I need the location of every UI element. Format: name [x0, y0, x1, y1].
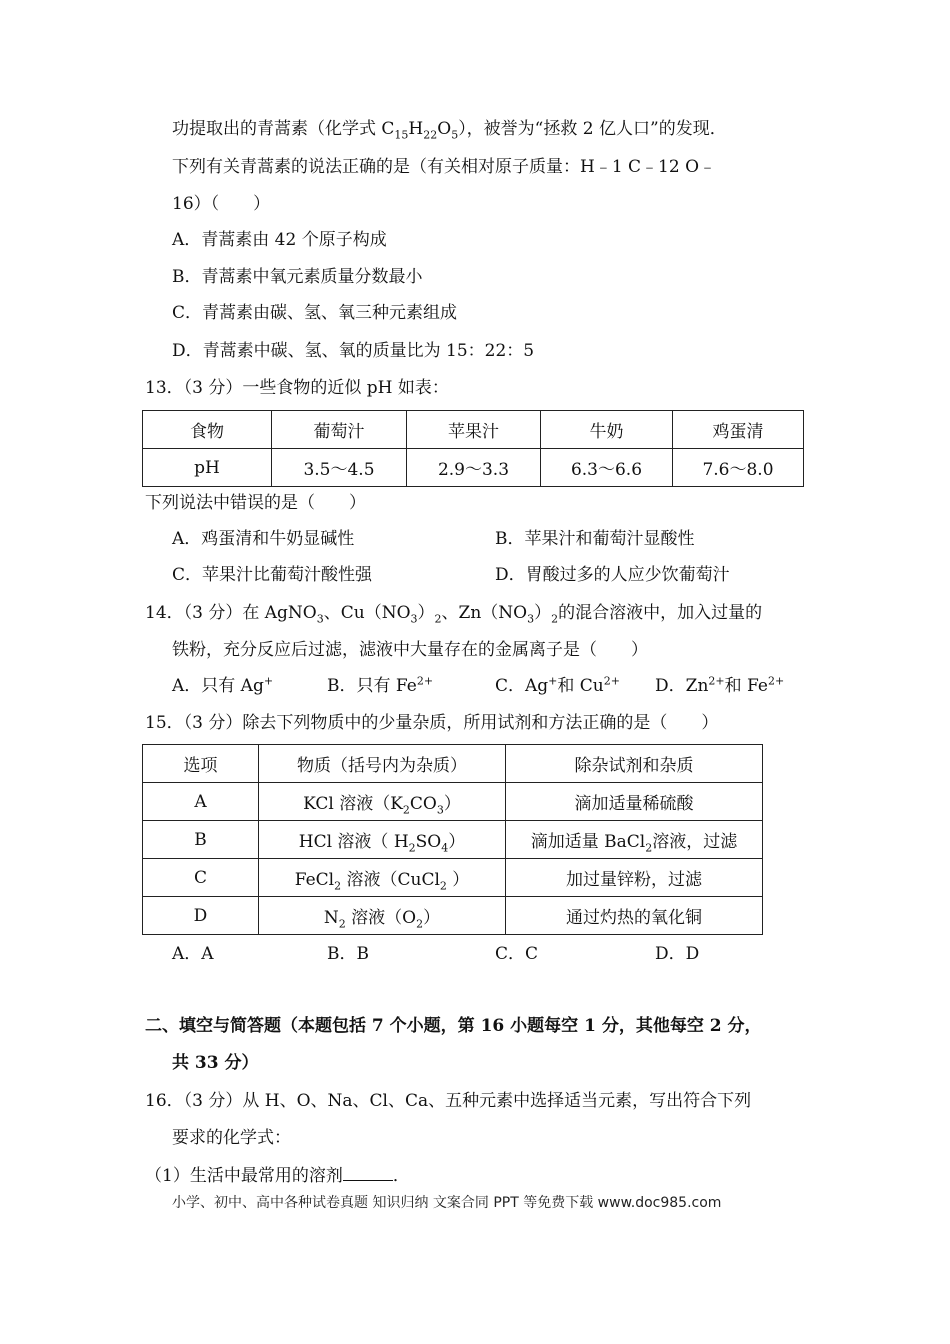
table-cell: 3.5～4.5 — [272, 449, 407, 487]
table-header-row — [143, 411, 804, 449]
page-footer: 小学、初中、高中各种试卷真题 知识归纳 文案合同 PPT 等免费下载 www.doc985.com — [172, 1195, 722, 1211]
table-row — [143, 783, 763, 821]
table-cell: 滴加适量 BaCl$_2$溶液，过滤 — [506, 821, 763, 859]
table-header-cell: 鸡蛋清 — [673, 411, 804, 449]
table-cell: KCl 溶液$(K_2CO_3)$ — [259, 783, 506, 821]
table-header-cell: 物质（括号内为杂质） — [259, 745, 506, 783]
q13-stem: 13．（3 分）一些食物的近似 pH 如表： — [145, 378, 449, 398]
table-cell: FeCl$_2$ 溶液（CuCl$_2$ ） — [259, 859, 506, 897]
q12-option-c: C．青蒿素由碳、氢、氧三种元素组成 — [172, 303, 458, 323]
table-row — [143, 449, 804, 487]
q13-option-a: A．鸡蛋清和牛奶显碱性 — [172, 529, 355, 549]
table-header-cell: 苹果汁 — [407, 411, 541, 449]
table-cell: 2.9～3.3 — [407, 449, 541, 487]
q13-option-c: C．苹果汁比葡萄汁酸性强 — [172, 565, 373, 585]
section-heading-cont: 共 33 分） — [172, 1053, 259, 1073]
q12-line3: 16）（ ） — [172, 194, 271, 214]
table-row — [143, 859, 763, 897]
table-cell: 6.3～6.6 — [541, 449, 673, 487]
table-cell: 通过灼热的氧化铜 — [506, 897, 763, 935]
section-heading: 二、填空与简答题（本题包括 7 个小题，第 16 小题每空 1 分，其他每空 2 分， — [145, 1016, 762, 1036]
table-cell: pH — [143, 449, 272, 487]
q14-option-d: D．$Zn^{2+}$和 $Fe^{2+}$ — [655, 674, 785, 696]
answer-blank[interactable] — [343, 1164, 393, 1181]
q13-ph-table — [142, 410, 804, 487]
table-cell: HCl 溶液（ $H_2SO_4$） — [259, 821, 506, 859]
q16-line2: 要求的化学式： — [172, 1128, 291, 1148]
q14-option-c: C．Ag+和 $Cu^{2+}$ — [495, 674, 620, 696]
table-header-cell: 葡萄汁 — [272, 411, 407, 449]
table-cell: D — [143, 897, 259, 935]
q12-option-a: A．青蒿素由 42 个原子构成 — [172, 230, 387, 250]
q15-table — [142, 744, 763, 935]
table-row — [143, 821, 763, 859]
table-cell: 滴加适量稀硫酸 — [506, 783, 763, 821]
q16-line1: 16．（3 分）从 H、O、Na、Cl、Ca、五种元素中选择适当元素，写出符合下列 — [145, 1091, 752, 1111]
q15-stem: 15．（3 分）除去下列物质中的少量杂质，所用试剂和方法正确的是（ ） — [145, 713, 719, 733]
q13-option-b: B．苹果汁和葡萄汁显酸性 — [495, 529, 695, 549]
q14-option-a: A．只有 Ag+ — [172, 674, 274, 696]
table-cell: C — [143, 859, 259, 897]
q12-line1: 功提取出的青蒿素（化学式 $C_{15}H_{22}O_5$），被誉为“拯救 2 亿人口”的发现． — [172, 119, 727, 142]
q14-line2: 铁粉，充分反应后过滤，滤液中大量存在的金属离子是（ ） — [172, 640, 648, 660]
q12-option-b: B．青蒿素中氧元素质量分数最小 — [172, 267, 423, 287]
table-cell: 7.6～8.0 — [673, 449, 804, 487]
table-header-cell: 选项 — [143, 745, 259, 783]
q15-answer-a: A．A — [172, 944, 214, 964]
q13-question: 下列说法中错误的是（ ） — [145, 493, 366, 513]
q12-line2: 下列有关青蒿素的说法正确的是（有关相对原子质量：H﹣1 C﹣12 O﹣ — [172, 157, 717, 177]
q15-answer-b: B．B — [327, 944, 369, 964]
q12-option-d: D．青蒿素中碳、氢、氧的质量比为 15：22：5 — [172, 341, 535, 361]
table-header-row — [143, 745, 763, 783]
table-header-cell: 食物 — [143, 411, 272, 449]
table-cell: $N_2$ 溶液$(O_2)$ — [259, 897, 506, 935]
q16-sub1: （1）生活中最常用的溶剂 ． — [145, 1166, 410, 1186]
table-cell: B — [143, 821, 259, 859]
table-cell: 加过量锌粉，过滤 — [506, 859, 763, 897]
table-cell: A — [143, 783, 259, 821]
table-row — [143, 897, 763, 935]
q15-answer-d: D．D — [655, 944, 700, 964]
table-header-cell: 除杂试剂和杂质 — [506, 745, 763, 783]
q13-option-d: D．胃酸过多的人应少饮葡萄汁 — [495, 565, 730, 585]
q14-option-b: B．只有 $Fe^{2+}$ — [327, 674, 434, 696]
q15-answer-c: C．C — [495, 944, 539, 964]
q14-stem: 14．（3 分）在 AgNO$_3$、$Cu(NO_3)_2$、$Zn(NO_3)_2$的混合溶液中，加入过量的 — [145, 603, 763, 626]
table-header-cell: 牛奶 — [541, 411, 673, 449]
